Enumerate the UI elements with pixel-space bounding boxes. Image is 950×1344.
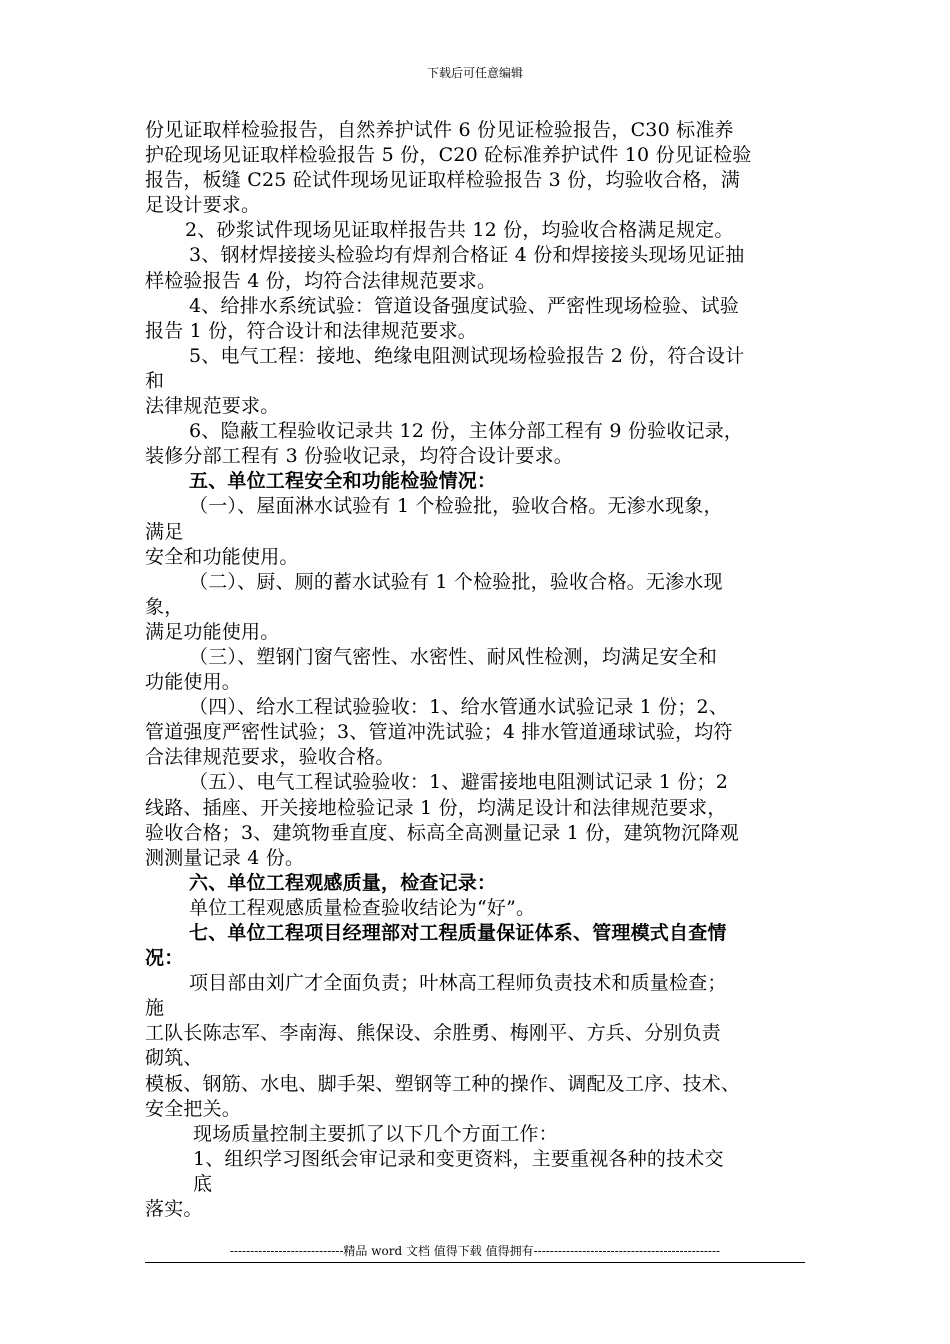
section-heading-line: 况：: [145, 947, 184, 970]
paragraph-line: 现场质量控制主要抓了以下几个方面工作：: [193, 1122, 558, 1145]
paragraph-line: 线路、插座、开关接地检验记录 1 份，均满足设计和法律规范要求，: [145, 796, 727, 819]
paragraph-line: 护砼现场见证取样检验报告 5 份，C20 砼标准养护试件 10 份见证检验: [145, 144, 752, 167]
page-header: 下载后可任意编辑: [426, 66, 523, 80]
paragraph-line: 施: [145, 997, 165, 1020]
paragraph-line: 功能使用。: [145, 671, 242, 694]
paragraph-line: 工队长陈志军、李南海、熊保设、余胜勇、梅刚平、方兵、分别负责: [145, 1022, 722, 1045]
paragraph-line: 法律规范要求。: [145, 395, 280, 418]
paragraph-line: 3、钢材焊接接头检验均有焊剂合格证 4 份和焊接接头现场见证抽: [189, 244, 745, 267]
paragraph-line: 安全和功能使用。: [145, 545, 299, 568]
paragraph-line: 份见证取样检验报告，自然养护试件 6 份见证检验报告，C30 标准养: [145, 119, 734, 141]
paragraph-line: 1、组织学习图纸会审记录和变更资料，主要重视各种的技术交: [193, 1147, 724, 1170]
paragraph-line: （一）、屋面淋水试验有 1 个检验批，验收合格。无渗水现象，: [189, 495, 723, 518]
paragraph-line: 满足: [145, 520, 184, 543]
page-footer: ----------------------------精品 word 文档 值得下载 值得拥有----------------------------------------------: [229, 1244, 721, 1258]
paragraph-line: 2、砂浆试件现场见证取样报告共 12 份，均验收合格满足规定。: [185, 219, 734, 242]
paragraph-line: 满足功能使用。: [145, 620, 280, 643]
paragraph-line: 足设计要求。: [145, 194, 261, 217]
paragraph-line: 合法律规范要求，验收合格。: [145, 746, 395, 769]
paragraph-line: 模板、钢筋、水电、脚手架、塑钢等工种的操作、调配及工序、技术、: [145, 1072, 741, 1095]
paragraph-line: 装修分部工程有 3 份验收记录，均符合设计要求。: [145, 445, 573, 468]
paragraph-line: 砌筑、: [145, 1047, 203, 1070]
paragraph-line: （四）、给水工程试验验收：1、给水管通水试验记录 1 份；2、: [189, 696, 729, 719]
paragraph-line: 样检验报告 4 份，均符合法律规范要求。: [145, 269, 497, 292]
paragraph-line: 底: [193, 1172, 213, 1195]
paragraph-line: 和: [145, 369, 165, 392]
paragraph-line: （五）、电气工程试验验收：1、避雷接地电阻测试记录 1 份；2: [189, 771, 729, 794]
paragraph-line: 报告，板缝 C25 砼试件现场见证取样检验报告 3 份，均验收合格，满: [145, 169, 740, 192]
paragraph-line: 管道强度严密性试验；3、管道冲洗试验；4 排水管道通球试验，均符: [145, 721, 733, 744]
section-heading-line: 七、单位工程项目经理部对工程质量保证体系、管理模式自查情: [189, 922, 727, 944]
paragraph-line: 象，: [145, 595, 184, 618]
paragraph-line: 6、隐蔽工程验收记录共 12 份，主体分部工程有 9 份验收记录，: [189, 420, 744, 443]
paragraph-line: 落实。: [145, 1198, 203, 1221]
paragraph-line: （三）、塑钢门窗气密性、水密性、耐风性检测，均满足安全和: [189, 645, 718, 668]
document-body: [145, 118, 810, 1222]
paragraph-line: 验收合格；3、建筑物垂直度、标高全高测量记录 1 份，建筑物沉降观: [145, 821, 739, 844]
section-heading-line: 五、单位工程安全和功能检验情况：: [189, 470, 497, 493]
paragraph-line: 单位工程观感质量检查验收结论为“好”。: [189, 896, 536, 919]
section-heading-line: 六、单位工程观感质量，检查记录：: [189, 871, 497, 894]
paragraph-line: 测测量记录 4 份。: [145, 846, 305, 869]
paragraph-line: 4、给排水系统试验：管道设备强度试验、严密性现场检验、试验: [189, 294, 739, 317]
paragraph-line: 安全把关。: [145, 1097, 242, 1120]
footer-divider: [145, 1262, 805, 1263]
paragraph-line: （二）、厨、厕的蓄水试验有 1 个检验批，验收合格。无渗水现: [189, 570, 723, 593]
paragraph-line: 5、电气工程：接地、绝缘电阻测试现场检验报告 2 份，符合设计: [189, 344, 745, 367]
paragraph-line: 报告 1 份，符合设计和法律规范要求。: [145, 319, 477, 342]
paragraph-line: 项目部由刘广才全面负责；叶林高工程师负责技术和质量检查；: [189, 972, 727, 995]
